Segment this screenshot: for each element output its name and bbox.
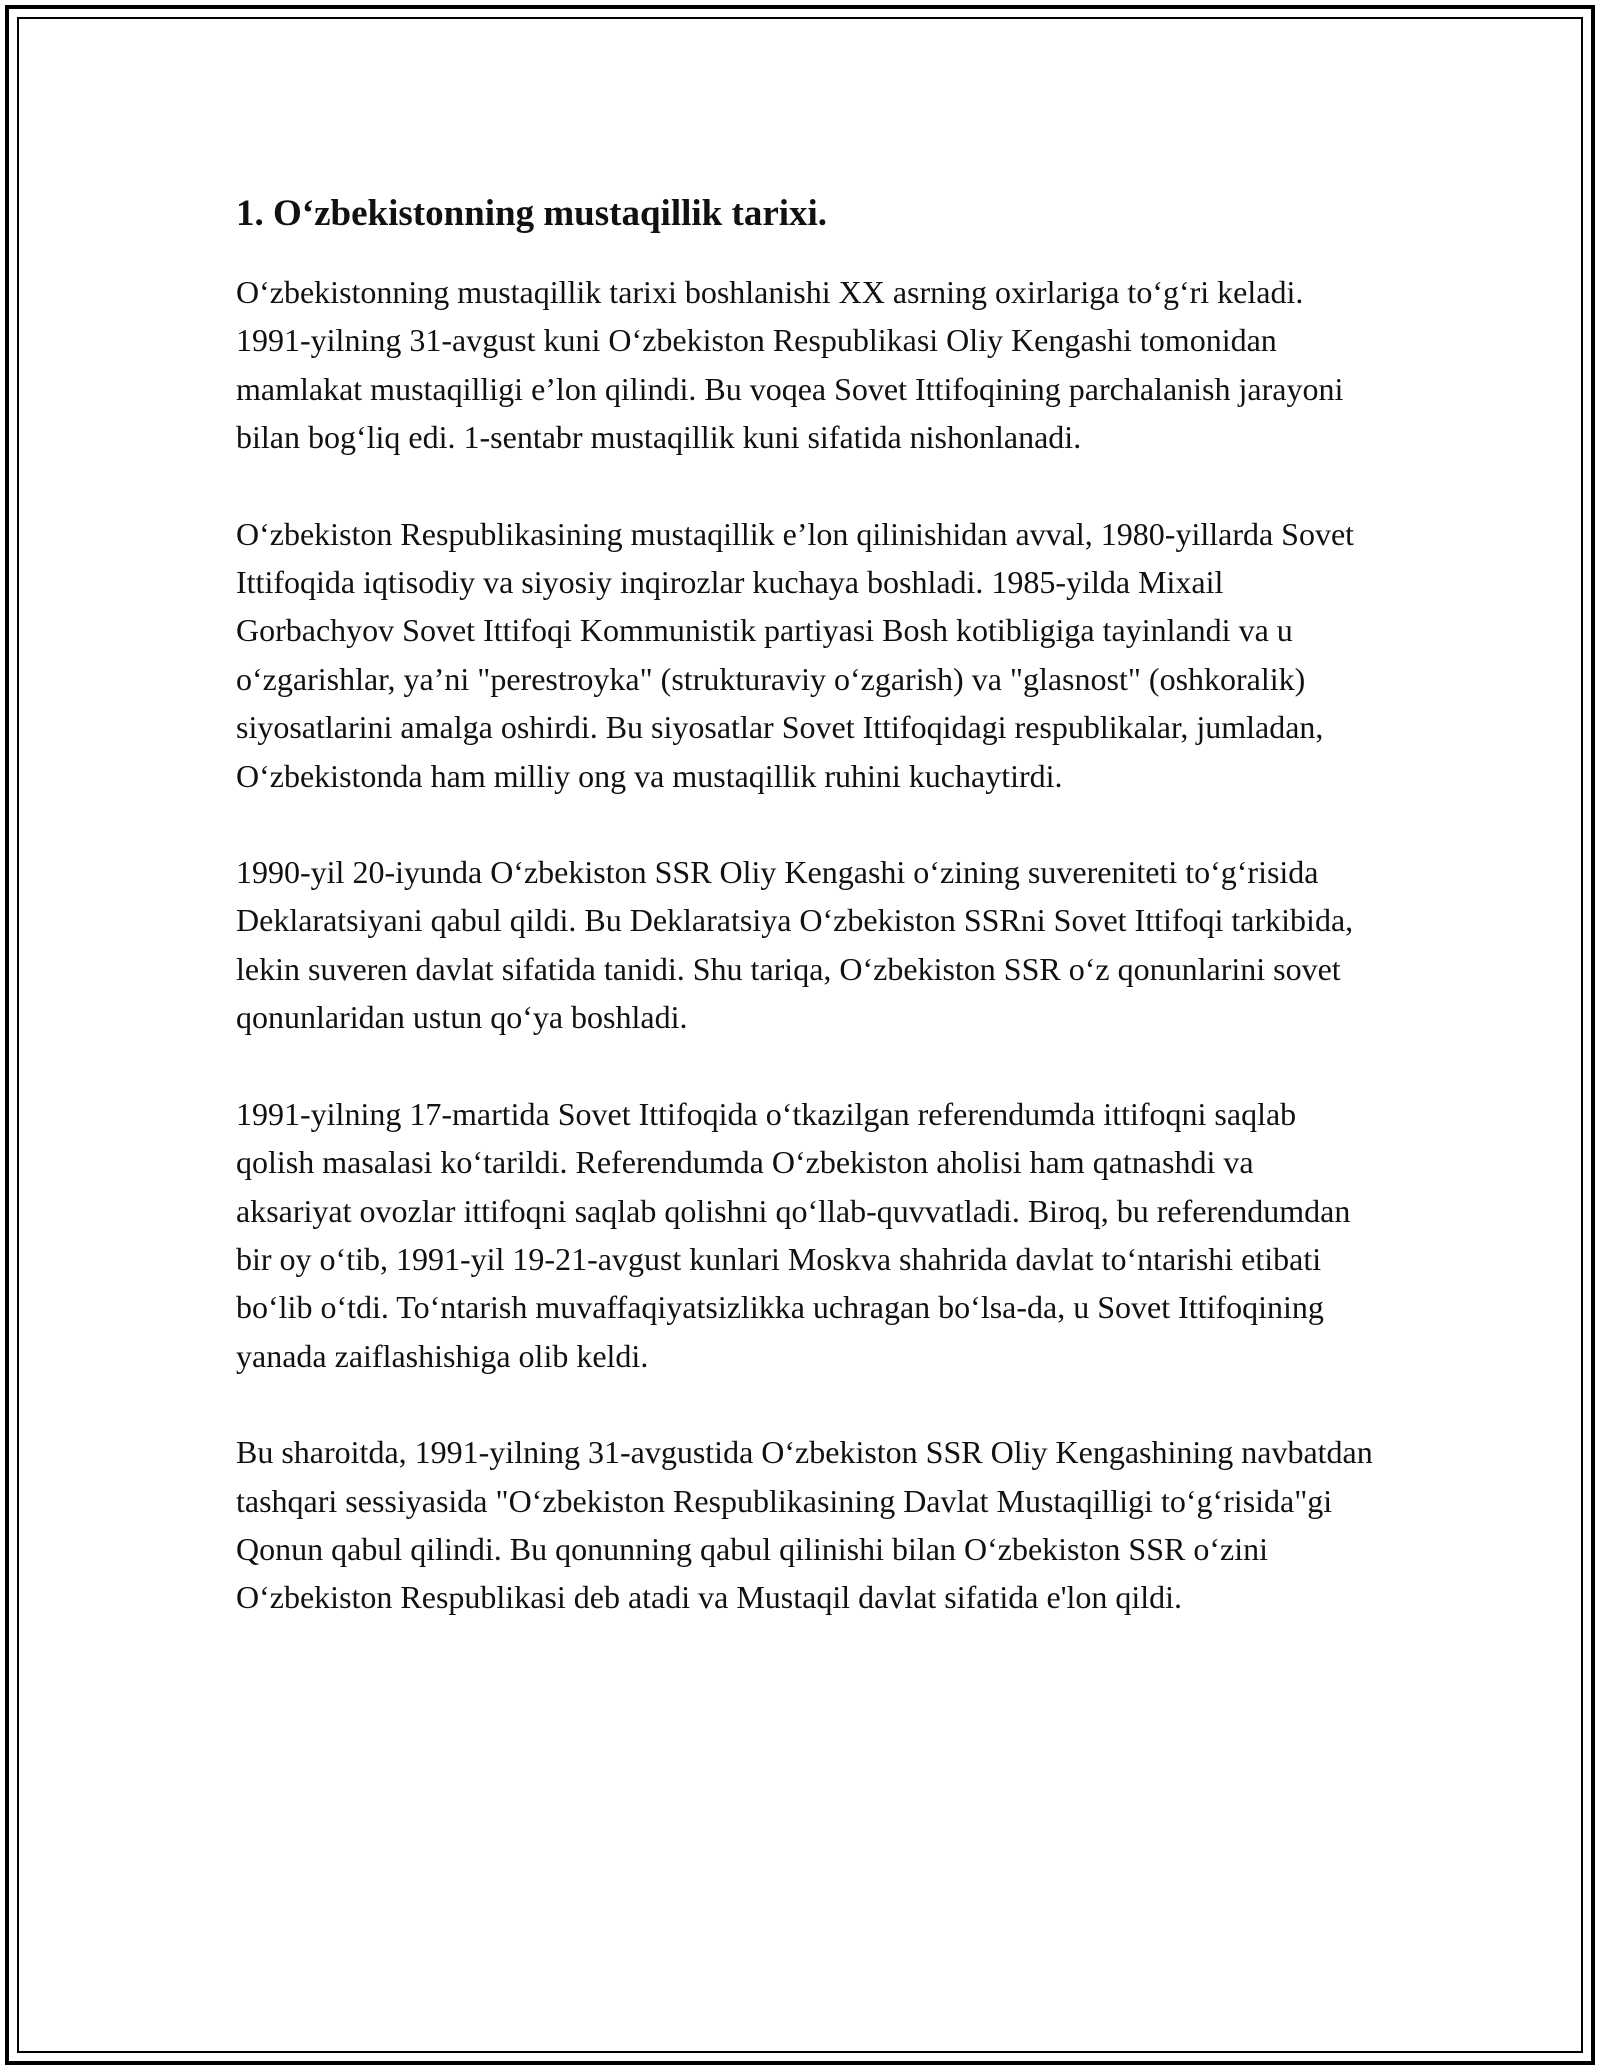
document-title: 1. O‘zbekistonning mustaqillik tarixi. xyxy=(236,193,828,234)
paragraph-4: 1991-yilning 17-martida Sovet Ittifoqida o‘tkazilgan referendumda ittifoqni saqlab qolish masalasi ko‘tarildi. Referendumda O‘zbekiston aholisi ham qatnashdi va aksariyat ovozlar ittifoqni saqlab qolishni qo‘llab-quvvatladi. Biroq, bu referendumdan bir oy o‘tib, 1991-yil 19-21-avgust kunlari Moskva shahrida davlat to‘ntarishi etibati bo‘lib o‘tdi. To‘ntarish muvaffaqiyatsizlikka uchragan bo‘lsa-da, u Sovet Ittifoqining yanada zaiflashishiga olib keldi. xyxy=(236,1095,1351,1374)
paragraph-1: O‘zbekistonning mustaqillik tarixi boshlanishi XX asrning oxirlariga to‘g‘ri keladi. 1991-yilning 31-avgust kuni O‘zbekiston Respublikasi Oliy Kengashi tomonidan mamlakat mustaqilligi e’lon qilindi. Bu voqea Sovet Ittifoqining parchalanish jarayoni bilan bog‘liq edi. 1-sentabr mustaqillik kuni sifatida nishonlanadi. xyxy=(236,274,1344,456)
paragraph-5: Bu sharoitda, 1991-yilning 31-avgustida O‘zbekiston SSR Oliy Kengashining navbatdan tashqari sessiyasida "O‘zbekiston Respublikasining Davlat Mustaqilligi to‘g‘risida"gi Qonun qabul qilindi. Bu qonunning qabul qilinishi bilan O‘zbekiston SSR o‘zini O‘zbekiston Respublikasi deb atadi va Mustaqil davlat sifatida e'lon qildi. xyxy=(236,1434,1373,1616)
document-body xyxy=(236,184,1376,1670)
paragraph-2: O‘zbekiston Respublikasining mustaqillik e’lon qilinishidan avval, 1980-yillarda Sovet Ittifoqida iqtisodiy va siyosiy inqirozlar kuchaya boshladi. 1985-yilda Mixail Gorbachyov Sovet Ittifoqi Kommunistik partiyasi Bosh kotibligiga tayinlandi va u o‘zgarishlar, ya’ni "perestroyka" (strukturaviy o‘zgarish) va "glasnost" (oshkoralik) siyosatlarini amalga oshirdi. Bu siyosatlar Sovet Ittifoqidagi respublikalar, jumladan, O‘zbekistonda ham milliy ong va mustaqillik ruhini kuchaytirdi. xyxy=(236,515,1355,794)
paragraph-3: 1990-yil 20-iyunda O‘zbekiston SSR Oliy Kengashi o‘zining suvereniteti to‘g‘risida Deklaratsiyani qabul qildi. Bu Deklaratsiya O‘zbekiston SSRni Sovet Ittifoqi tarkibida, lekin suveren davlat sifatida tanidi. Shu tariqa, O‘zbekiston SSR o‘z qonunlarini sovet qonunlaridan ustun qo‘ya boshladi. xyxy=(236,854,1354,1036)
